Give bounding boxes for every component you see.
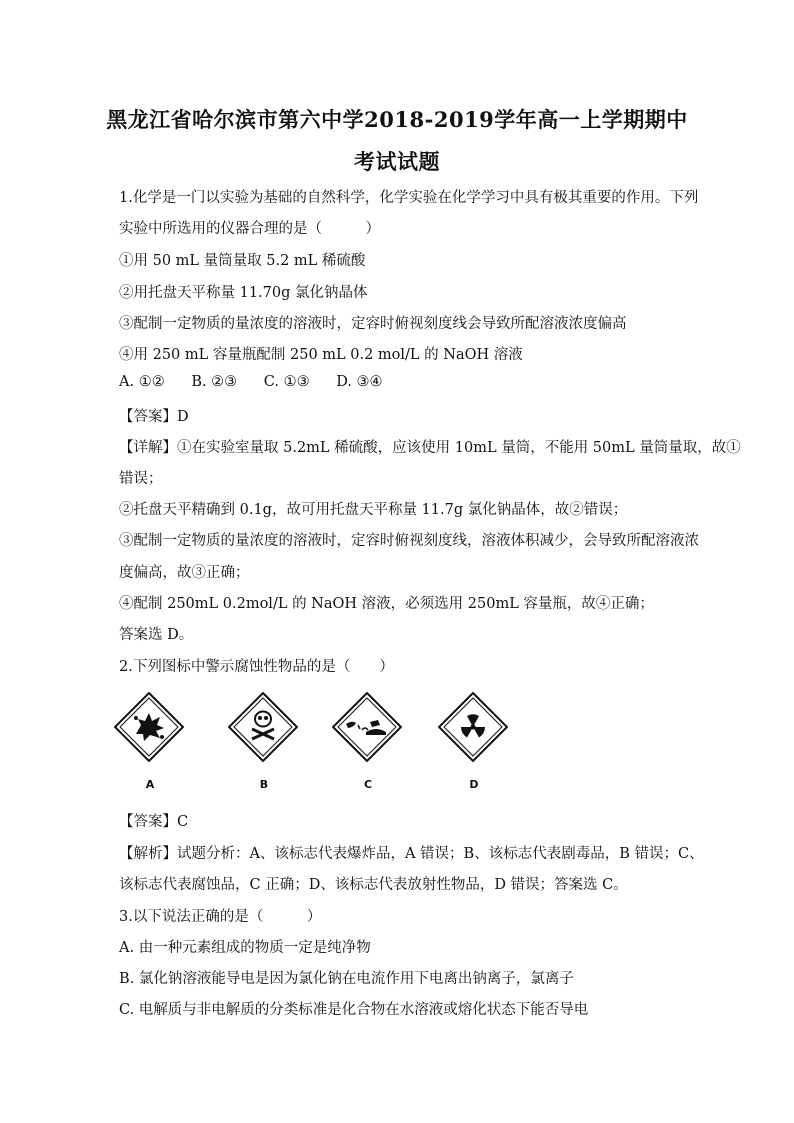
q1-statement-1: ①用 50 mL 量筒量取 5.2 mL 稀硫酸 <box>119 253 366 269</box>
page-title-line2: 考试试题 <box>354 149 440 174</box>
hazard-option-c <box>328 690 408 795</box>
hazard-label-a: A <box>145 778 155 791</box>
q1-stem-line1: 1.化学是一门以实验为基础的自然科学，化学实验在化学学习中具有极其重要的作用。下列 <box>119 190 699 206</box>
q1-statement-4: ④用 250 mL 容量瓶配制 250 mL 0.2 mol/L 的 NaOH 溶液 <box>119 347 523 363</box>
q3-stem: 3.以下说法正确的是（ ） <box>119 909 322 925</box>
q1-explanation-6: ④配制 250mL 0.2mol/L 的 NaOH 溶液，必须选用 250mL 容量瓶，故④正确； <box>119 596 654 612</box>
q1-option-b: B. ②③ <box>191 374 238 390</box>
toxic-icon <box>228 692 298 762</box>
hazard-option-d <box>434 690 514 795</box>
q1-explanation-7: 答案选 D。 <box>119 627 194 643</box>
q2-answer: 【答案】C <box>119 814 189 830</box>
radioactive-icon <box>438 692 508 762</box>
q1-statement-3: ③配制一定物质的量浓度的溶液时，定容时俯视刻度线会导致所配溶液浓度偏高 <box>119 316 627 332</box>
hazard-label-c: C <box>363 778 373 791</box>
q2-stem: 2.下列图标中警示腐蚀性物品的是（ ） <box>119 659 394 675</box>
q3-option-c: C. 电解质与非电解质的分类标准是化合物在水溶液或熔化状态下能否导电 <box>119 1002 589 1018</box>
hazard-option-b <box>224 690 304 795</box>
hazard-icons-row <box>110 690 530 800</box>
hazard-label-d: D <box>469 778 479 791</box>
hazard-option-a <box>110 690 190 795</box>
q1-explanation-3: ②托盘天平精确到 0.1g，故可用托盘天平称量 11.7g 氯化钠晶体，故②错误； <box>119 502 628 518</box>
page-title-line1: 黑龙江省哈尔滨市第六中学2018-2019学年高一上学期期中 <box>106 107 688 132</box>
corrosive-icon <box>332 692 402 762</box>
q1-explanation-1: 【详解】①在实验室量取 5.2mL 稀硫酸，应该使用 10mL 量筒，不能用 50mL 量筒量取，故① <box>119 440 741 456</box>
q1-explanation-5: 度偏高，故③正确； <box>119 565 250 581</box>
q1-stem-line2: 实验中所选用的仪器合理的是（ ） <box>119 221 380 237</box>
q1-options <box>119 374 405 390</box>
q2-explanation-2: 该标志代表腐蚀品，C 正确；D、该标志代表放射性物品，D 错误；答案选 C。 <box>119 877 628 893</box>
q1-answer: 【答案】D <box>119 409 189 425</box>
q1-explanation-4: ③配制一定物质的量浓度的溶液时，定容时俯视刻度线，溶液体积减少，会导致所配溶液浓 <box>119 533 699 549</box>
q1-statement-2: ②用托盘天平称量 11.70g 氯化钠晶体 <box>119 285 368 301</box>
q1-option-c: C. ①③ <box>263 374 310 390</box>
q3-option-a: A. 由一种元素组成的物质一定是纯净物 <box>119 940 371 956</box>
q2-explanation-1: 【解析】试题分析：A、该标志代表爆炸品，A 错误；B、该标志代表剧毒品，B 错误；C、 <box>119 846 704 862</box>
q1-explanation-2: 错误； <box>119 471 163 487</box>
hazard-label-b: B <box>259 778 269 791</box>
q1-option-d: D. ③④ <box>336 374 383 390</box>
q3-option-b: B. 氯化钠溶液能导电是因为氯化钠在电流作用下电离出钠离子，氯离子 <box>119 971 574 987</box>
q1-option-a: A. ①② <box>119 374 165 390</box>
explosive-icon <box>114 692 184 762</box>
